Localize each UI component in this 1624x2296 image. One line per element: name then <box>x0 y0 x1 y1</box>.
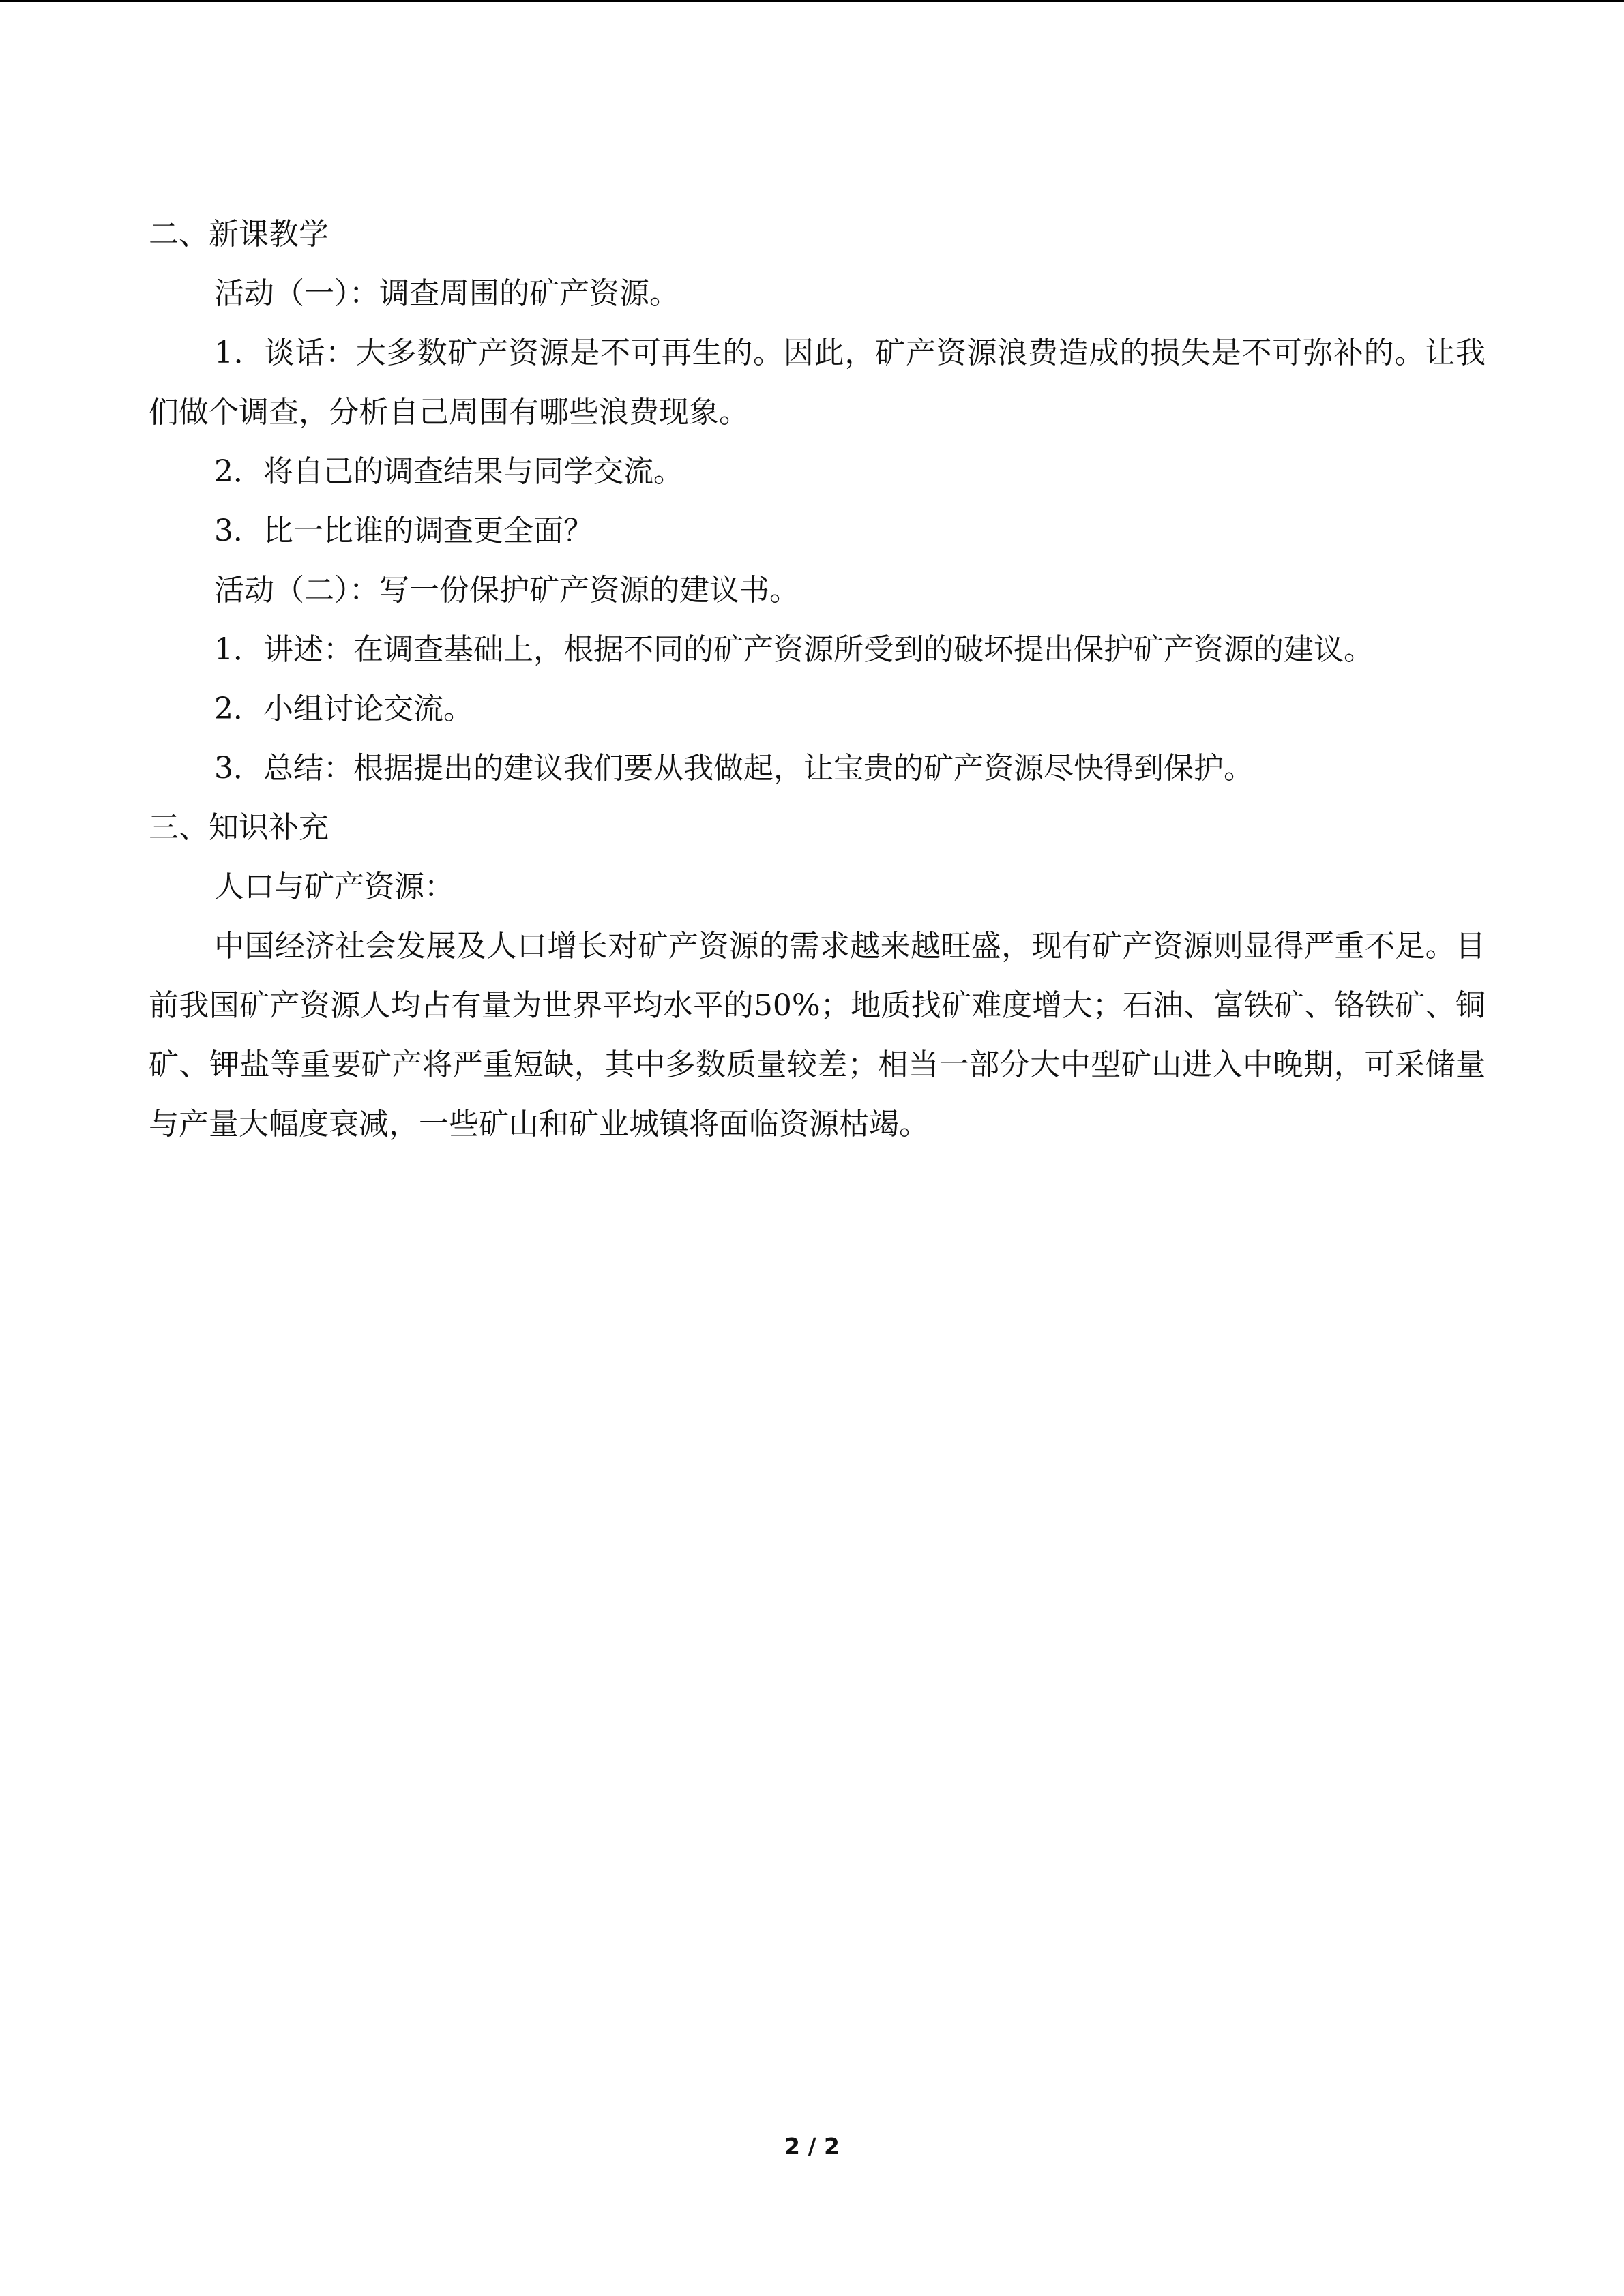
activity-2-title: 活动（二）：写一份保护矿产资源的建议书。 <box>214 573 799 608</box>
top-border-line <box>0 0 1624 2</box>
document-body <box>149 205 1486 1154</box>
activity-1-item-2: 2．将自己的调查结果与同学交流。 <box>214 454 683 489</box>
section-heading-new-lesson: 二、新课教学 <box>149 217 329 252</box>
activity-1-title: 活动（一）：调查周围的矿产资源。 <box>214 276 679 311</box>
page-number: 2 / 2 <box>784 2133 840 2160</box>
supplement-subtitle: 人口与矿产资源： <box>214 869 454 904</box>
activity-2-item-3: 3．总结：根据提出的建议我们要从我做起，让宝贵的矿产资源尽快得到保护。 <box>214 751 1254 786</box>
activity-2-item-1: 1．讲述：在调查基础上，根据不同的矿产资源所受到的破坏提出保护矿产资源的建议。 <box>214 632 1374 667</box>
activity-1-item-3: 3．比一比谁的调查更全面？ <box>214 513 593 548</box>
activity-1-item-1: 1．谈话：大多数矿产资源是不可再生的。因此，矿产资源浪费造成的损失是不可弥补的。让我们做个调查，分析自己周围有哪些浪费现象。 <box>149 336 1486 430</box>
section-heading-knowledge-supplement: 三、知识补充 <box>149 810 329 845</box>
activity-2-item-2: 2．小组讨论交流。 <box>214 691 473 726</box>
supplement-paragraph: 中国经济社会发展及人口增长对矿产资源的需求越来越旺盛，现有矿产资源则显得严重不足。目前我国矿产资源人均占有量为世界平均水平的50%；地质找矿难度增大；石油、富铁矿、铬铁矿、铜矿、钾盐等重要矿产将严重短缺，其中多数质量较差；相当一部分大中型矿山进入中晚期，可采储量与产量大幅度衰减，一些矿山和矿业城镇将面临资源枯竭。 <box>149 929 1486 1142</box>
